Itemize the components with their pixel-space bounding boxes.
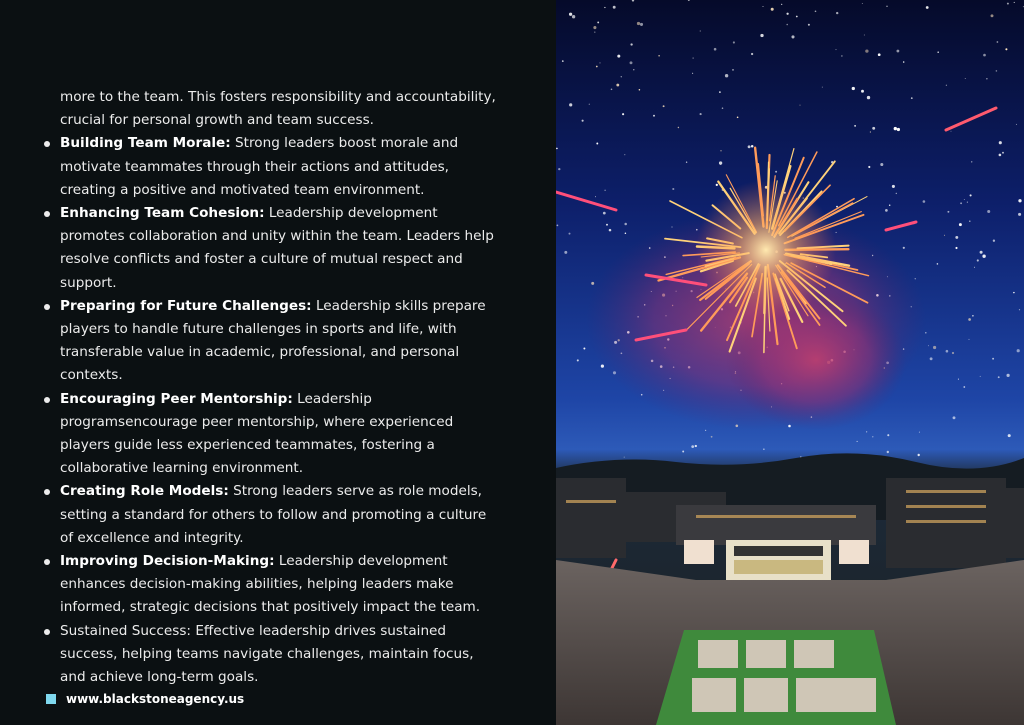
star [887, 434, 889, 436]
bullet-text: Strong leaders serve as role models, setting a standard for others to follow and promoting a culture of excellence and integrity. [60, 483, 487, 546]
star [711, 436, 713, 438]
star [872, 436, 873, 437]
bullet-title: Enhancing Team Cohesion: [60, 205, 265, 222]
bullet-dot-icon [44, 304, 50, 310]
star [928, 345, 929, 346]
star [597, 21, 599, 23]
bullet-title: Encouraging Peer Mentorship: [60, 390, 293, 407]
star [965, 78, 966, 79]
star [1017, 349, 1020, 352]
star [972, 315, 974, 317]
star [944, 235, 945, 236]
star [955, 247, 957, 249]
body-content [42, 86, 502, 689]
accent-square-icon [46, 694, 56, 704]
star [937, 263, 939, 265]
star [1018, 213, 1021, 216]
scoreboard [684, 540, 869, 580]
bullet-dot-icon [44, 559, 50, 565]
star [763, 6, 764, 7]
star [952, 352, 954, 354]
list-item [42, 295, 502, 388]
star [733, 41, 735, 43]
star [836, 12, 838, 14]
star [960, 202, 962, 204]
star [725, 74, 728, 77]
star [663, 105, 665, 107]
bullet-text: Leadership development promotes collaboration and unity within the team. Leaders help resolve conflicts and foster a culture of mutual respect and support. [60, 205, 494, 291]
star [959, 223, 962, 226]
star [640, 23, 643, 26]
star [951, 131, 952, 132]
star [653, 115, 655, 117]
star [915, 278, 916, 279]
star [751, 53, 753, 55]
star [862, 3, 863, 4]
bullet-text: Strong leaders boost morale and motivate teammates through their actions and attitudes, creating a positive and motivated team environment. [60, 135, 459, 198]
star [986, 78, 987, 79]
star [700, 31, 701, 32]
star [1007, 3, 1009, 5]
star [748, 145, 751, 148]
star [933, 346, 936, 349]
star [872, 127, 875, 130]
star [682, 451, 684, 453]
star [569, 13, 572, 16]
list-item [42, 480, 502, 550]
star [963, 386, 965, 388]
list-item [42, 132, 502, 202]
footer [46, 692, 244, 706]
star [996, 70, 998, 72]
bullet-text: Sustained Success: Effective leadership drives sustained success, helping teams navigate challenges, maintain focus, and achieve long-term goals. [60, 622, 474, 686]
star [867, 96, 870, 99]
star [593, 26, 596, 29]
star [946, 85, 947, 86]
list-item [42, 202, 502, 295]
star [686, 162, 687, 163]
star [771, 8, 774, 11]
star [852, 87, 855, 90]
star [894, 127, 897, 130]
star [564, 251, 567, 254]
star [796, 16, 798, 18]
star [624, 457, 625, 458]
star [557, 225, 559, 227]
star [617, 55, 620, 58]
star [982, 255, 985, 258]
star [897, 128, 900, 131]
star [594, 31, 595, 32]
star [868, 166, 870, 168]
star [836, 49, 837, 50]
star [589, 104, 590, 105]
star [604, 7, 605, 8]
star [958, 379, 959, 380]
star [815, 10, 817, 12]
star [896, 50, 899, 53]
star [1014, 2, 1015, 3]
star [760, 34, 763, 37]
star [691, 445, 694, 448]
star [903, 61, 905, 63]
bullet-dot-icon [44, 489, 50, 495]
star [604, 190, 605, 191]
star [556, 148, 558, 150]
star [583, 348, 585, 350]
star [611, 88, 613, 90]
star [836, 206, 838, 208]
star [791, 35, 794, 38]
star [577, 359, 579, 361]
star [896, 193, 897, 194]
star [918, 454, 920, 456]
star [722, 107, 724, 109]
intro-line-2: crucial for personal growth and team success. [60, 112, 374, 129]
star [700, 113, 702, 115]
star [1002, 152, 1004, 154]
star [968, 318, 971, 321]
bullet-dot-icon [44, 397, 50, 403]
photo-illustration [556, 0, 1024, 725]
intro-paragraph [60, 86, 502, 132]
star [969, 339, 970, 340]
star [732, 69, 734, 71]
star [596, 143, 598, 145]
star [967, 202, 968, 203]
star [926, 6, 929, 9]
star [1006, 374, 1009, 377]
star [572, 15, 575, 18]
star [569, 103, 572, 106]
star [596, 66, 598, 68]
star [603, 212, 606, 215]
star [925, 332, 927, 334]
star [630, 43, 632, 45]
star [799, 105, 800, 106]
star [923, 200, 926, 203]
star [808, 24, 810, 26]
star [930, 357, 933, 360]
star [983, 54, 986, 57]
star [632, 0, 634, 2]
star [987, 210, 990, 213]
star [688, 0, 690, 1]
star [999, 154, 1002, 157]
star [919, 432, 920, 433]
bullet-text: Leadership programsencourage peer mentorship, where experienced players guide less experienced teammates, fostering a collaborative learning environment. [60, 390, 454, 477]
star [695, 445, 697, 447]
stadium-fireworks-photo [556, 0, 1024, 725]
star [980, 376, 981, 377]
star [861, 90, 864, 93]
star [591, 282, 594, 285]
star [964, 199, 965, 200]
star [889, 205, 890, 206]
star [822, 87, 823, 88]
star [600, 62, 601, 63]
star [606, 224, 608, 226]
star [886, 6, 887, 7]
star [887, 451, 889, 453]
star [621, 76, 622, 77]
star [980, 251, 983, 254]
star [1018, 199, 1021, 202]
list-item [42, 388, 502, 481]
star [1005, 48, 1007, 50]
bullet-dot-icon [44, 629, 50, 635]
star [955, 236, 958, 239]
star [878, 53, 881, 56]
star [947, 211, 949, 213]
star [637, 22, 640, 25]
star [630, 61, 633, 64]
star [633, 69, 634, 70]
star [705, 430, 706, 431]
star [870, 131, 871, 132]
bullet-text: Leadership skills prepare players to handle future challenges in sports and life, with transferable value in academic, professional, and personal contexts. [60, 297, 486, 384]
star [624, 154, 625, 155]
star [639, 89, 641, 91]
star [998, 376, 1000, 378]
star [892, 185, 895, 188]
star [1008, 434, 1011, 437]
star [693, 58, 694, 59]
star [911, 97, 913, 99]
star [880, 163, 883, 166]
star [885, 209, 888, 212]
star [999, 141, 1002, 144]
star [595, 196, 596, 197]
star [991, 14, 994, 17]
star [624, 223, 627, 226]
star [864, 35, 865, 36]
star [866, 431, 867, 432]
benefits-list [42, 132, 502, 689]
star [558, 168, 560, 170]
star [692, 73, 693, 74]
star [582, 120, 584, 122]
star [946, 350, 949, 353]
star [953, 416, 956, 419]
star [977, 259, 979, 261]
star [616, 84, 619, 87]
star [903, 247, 905, 249]
star [974, 267, 975, 268]
star [658, 55, 660, 57]
star [613, 6, 616, 9]
star [719, 161, 722, 164]
star [993, 240, 995, 242]
intro-line-1: more to the team. This fosters responsibility and accountability, [60, 89, 496, 105]
star [751, 145, 754, 148]
star [775, 171, 777, 173]
star [720, 150, 721, 151]
star [622, 113, 624, 115]
star [562, 60, 564, 62]
bullet-title: Improving Decision-Making: [60, 553, 275, 570]
bullet-title: Creating Role Models: [60, 483, 229, 500]
star [854, 125, 856, 127]
bullet-title: Building Team Morale: [60, 135, 231, 152]
bullet-dot-icon [44, 211, 50, 217]
star [569, 233, 571, 235]
star [737, 116, 739, 118]
star [997, 41, 999, 43]
star [841, 55, 842, 56]
list-item [42, 550, 502, 620]
star [609, 229, 612, 232]
star [970, 194, 972, 196]
star [678, 127, 679, 128]
star [1013, 292, 1014, 293]
star [716, 184, 718, 186]
star [1016, 124, 1017, 125]
star [857, 441, 858, 442]
star [971, 161, 972, 162]
star [672, 188, 674, 190]
list-item [42, 620, 502, 690]
star [992, 358, 994, 360]
star [937, 51, 939, 53]
firework-glow [696, 180, 836, 320]
star [865, 49, 868, 52]
star [786, 24, 788, 26]
website-link[interactable]: www.blackstoneagency.us [66, 692, 245, 706]
star [719, 91, 721, 93]
bullet-dot-icon [44, 141, 50, 147]
star [1019, 309, 1020, 310]
star [763, 449, 764, 450]
bullet-text: Leadership development enhances decision-making abilities, helping leaders make informed, strategic decisions that positively impact the team. [60, 553, 481, 616]
star [781, 4, 782, 5]
star [625, 232, 627, 234]
star [714, 48, 717, 51]
bullet-title: Preparing for Future Challenges: [60, 297, 312, 314]
star [969, 220, 970, 221]
star [786, 13, 788, 15]
